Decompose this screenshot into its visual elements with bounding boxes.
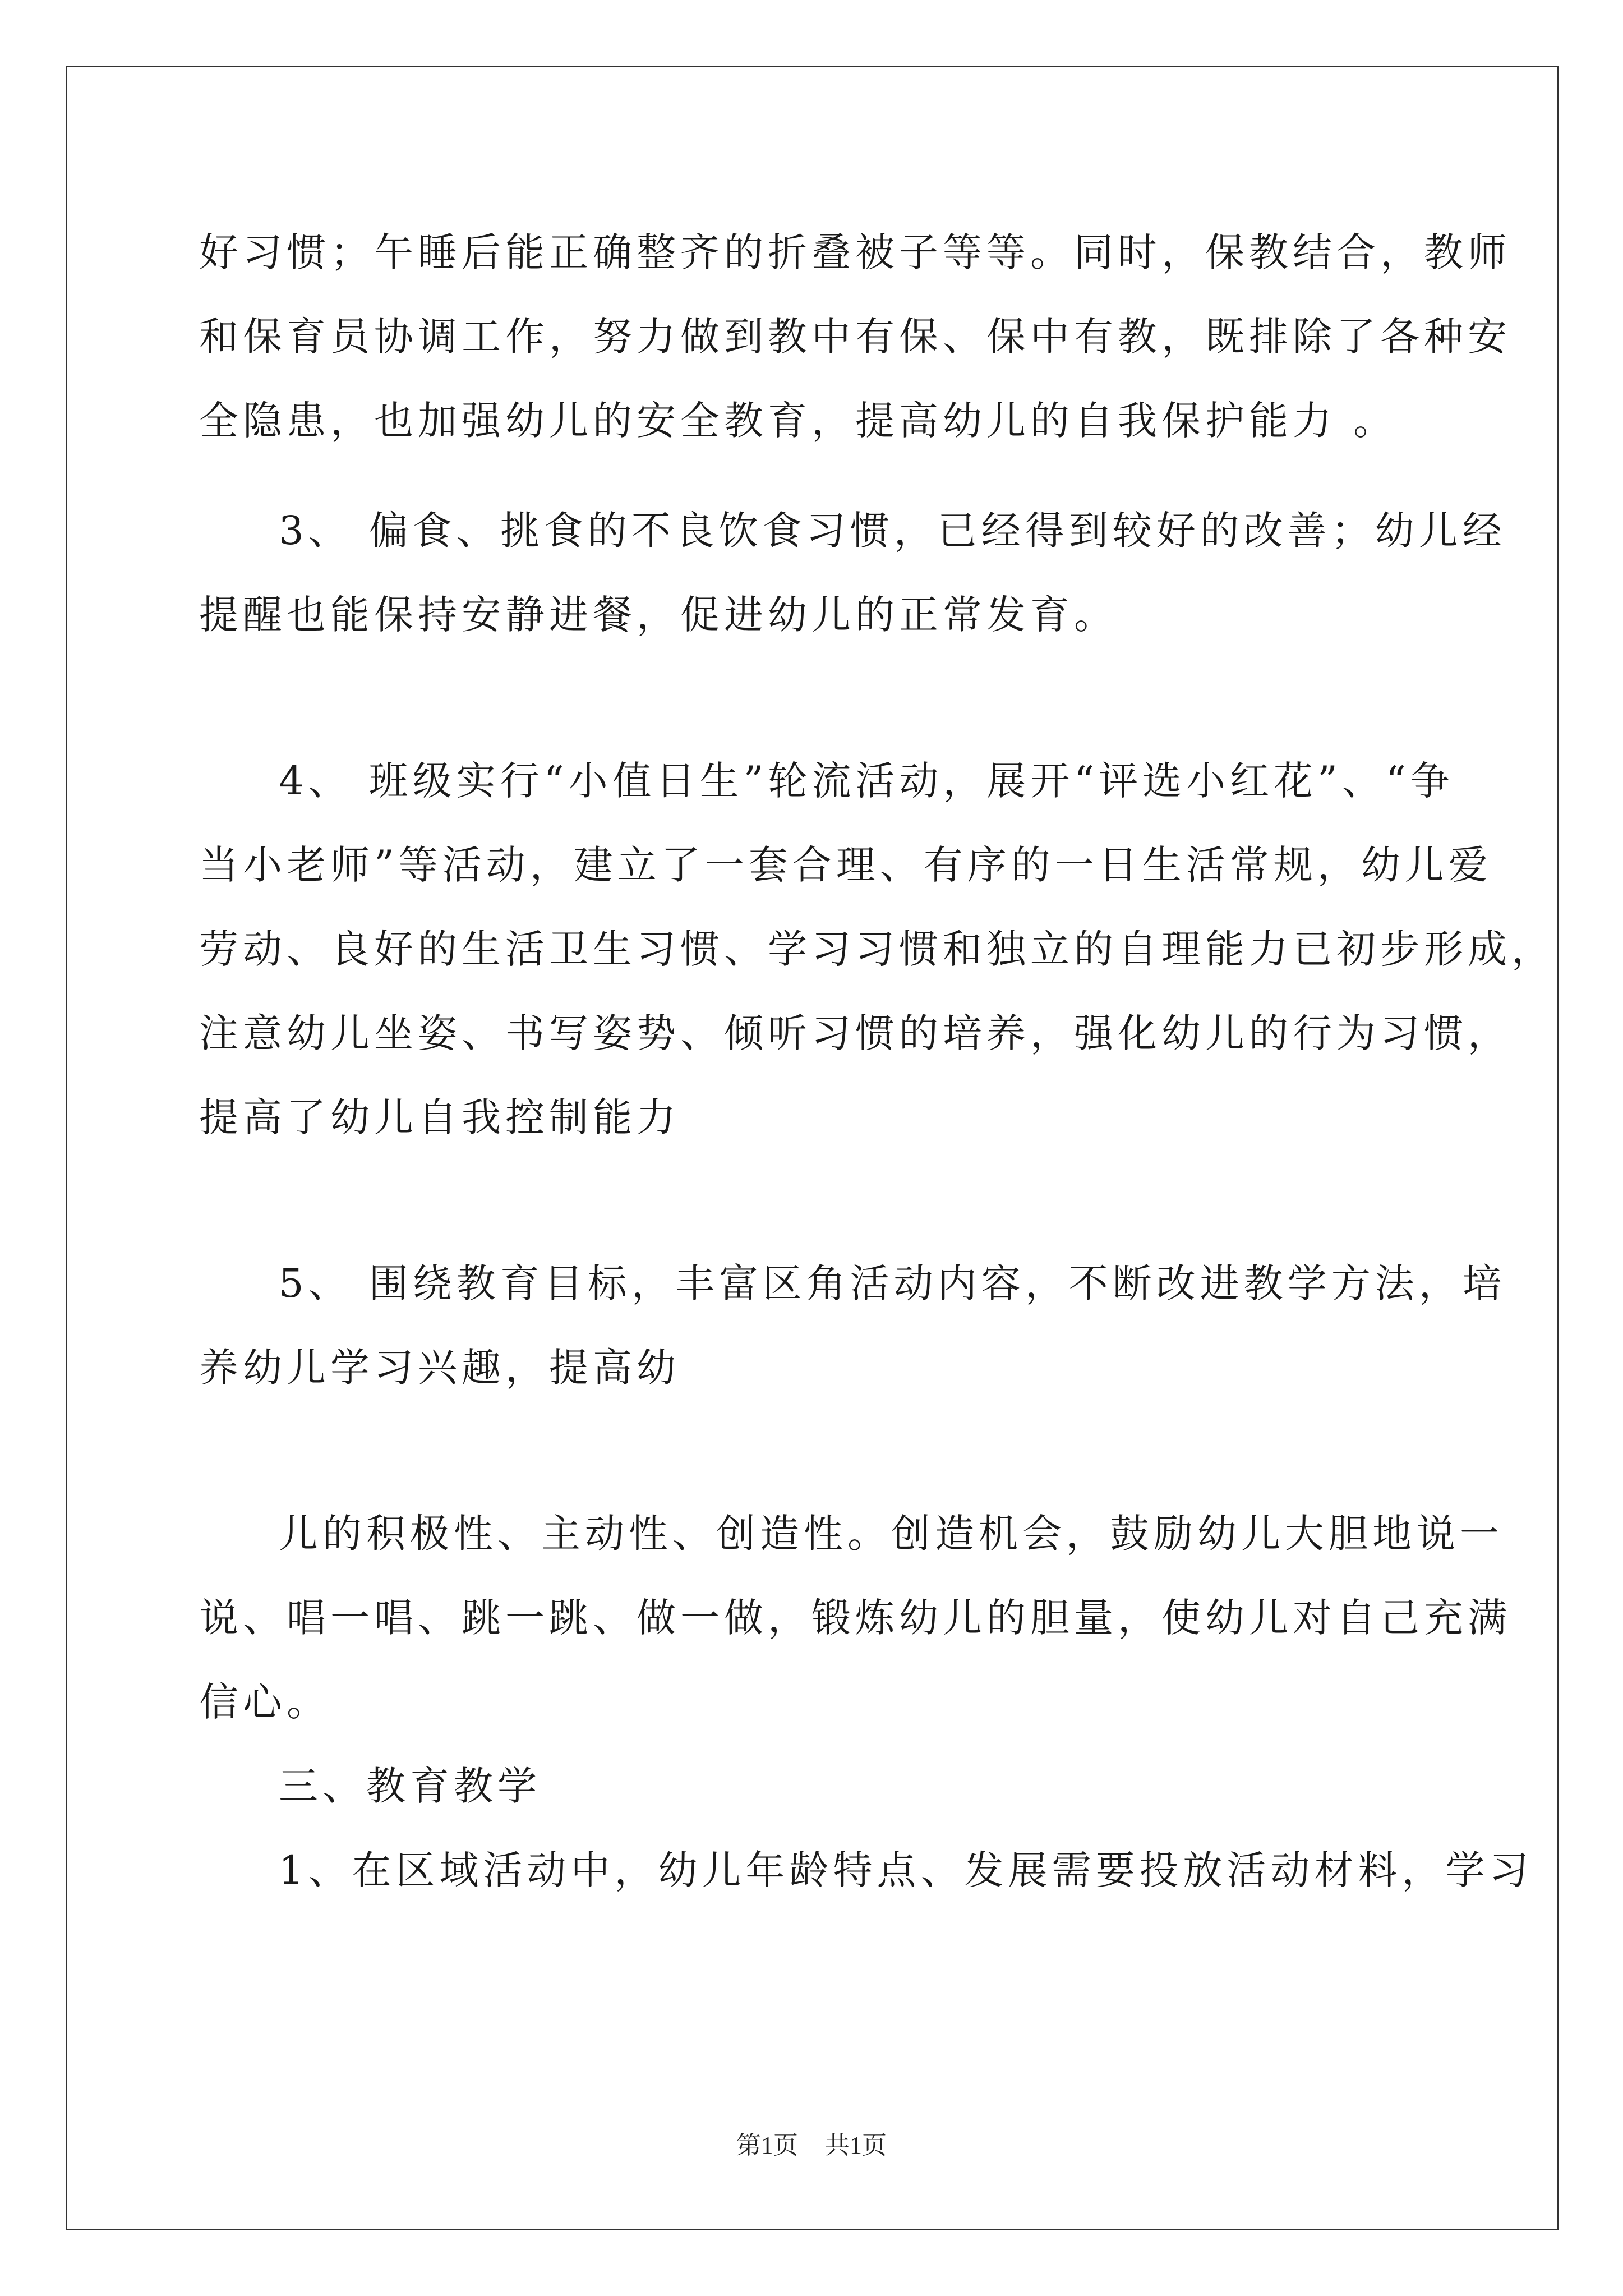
text-line: 说、唱一唱、跳一跳、做一做，锻炼幼儿的胆量，使幼儿对自己充满 xyxy=(199,1595,1511,1641)
page-total: 共1页 xyxy=(825,2132,887,2159)
text-line: 全隐患，也加强幼儿的安全教育，提高幼儿的自我保护能力 。 xyxy=(199,398,1398,444)
text-line: 当小老师”等活动，建立了一套合理、有序的一日生活常规，幼儿爱 xyxy=(199,842,1492,888)
text-line: 注意幼儿坐姿、书写姿势、倾听习惯的培养，强化幼儿的行为习惯， xyxy=(199,1010,1511,1056)
list-item-1: 1、在区域活动中，幼儿年龄特点、发展需要投放活动材料，学习 xyxy=(279,1847,1533,1893)
text-line: 信心。 xyxy=(199,1679,330,1725)
section-heading: 三、教育教学 xyxy=(279,1763,541,1809)
page-border xyxy=(66,66,1559,2230)
text-line: 劳动、良好的生活卫生习惯、学习习惯和独立的自理能力已初步形成， xyxy=(199,926,1555,972)
text-line: 和保育员协调工作，努力做到教中有保、保中有教，既排除了各种安 xyxy=(199,314,1511,360)
text-line: 好习惯；午睡后能正确整齐的折叠被子等等。同时，保教结合，教师 xyxy=(199,229,1511,275)
page-number: 第1页 xyxy=(736,2132,798,2159)
text-line: 提高了幼儿自我控制能力 xyxy=(199,1094,680,1140)
list-item-5: 5、 围绕教育目标，丰富区角活动内容，不断改进教学方法，培 xyxy=(279,1260,1506,1306)
list-item-4: 4、 班级实行“小值日生”轮流活动，展开“评选小红花”、“争 xyxy=(279,758,1454,804)
text-line: 提醒也能保持安静进餐，促进幼儿的正常发育。 xyxy=(199,592,1118,638)
list-item-3: 3、 偏食、挑食的不良饮食习惯，已经得到较好的改善；幼儿经 xyxy=(279,508,1506,554)
paragraph-start: 儿的积极性、主动性、创造性。创造机会，鼓励幼儿大胆地说一 xyxy=(279,1511,1504,1557)
text-line: 养幼儿学习兴趣，提高幼 xyxy=(199,1345,680,1391)
page-footer xyxy=(0,2132,1623,2160)
